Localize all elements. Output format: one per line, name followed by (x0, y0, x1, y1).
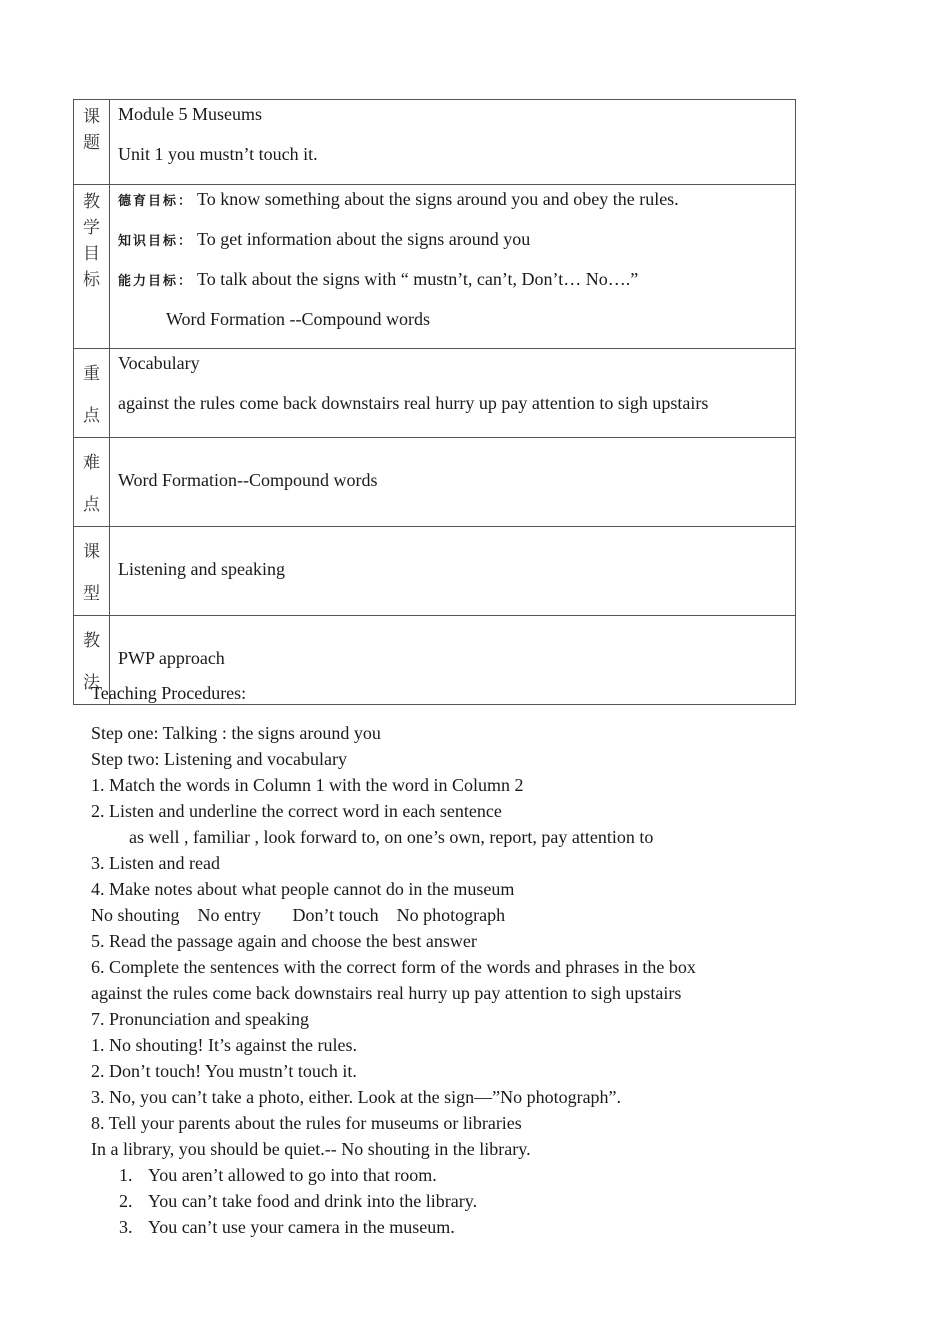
lesson-type-content (110, 527, 796, 616)
goal-ability (118, 265, 787, 305)
item-text: You aren’t allowed to go into that room. (148, 1165, 437, 1185)
lesson-type-text: Listening and speaking (118, 559, 285, 579)
procedures-heading: Teaching Procedures: (91, 683, 247, 703)
item-text: You can’t take food and drink into the library. (148, 1191, 478, 1211)
procedure-line: as well , familiar , look forward to, on one’s own, report, pay attention to (129, 827, 654, 847)
goal-tag: 德育目标： (118, 194, 194, 209)
goal-text: To talk about the signs with “ mustn’t, can’t, Don’t… No….” (197, 269, 639, 289)
numbered-item (91, 1162, 911, 1188)
key-points-content (110, 349, 796, 438)
label-lesson-type (74, 527, 110, 616)
label-char: 点 (83, 495, 100, 515)
goal-knowledge (118, 225, 787, 265)
procedure-line: In a library, you should be quiet.-- No shouting in the library. (91, 1139, 531, 1159)
label-char: 标 (83, 270, 100, 290)
difficulties-text: Word Formation--Compound words (118, 470, 378, 490)
procedure-line: Step two: Listening and vocabulary (91, 749, 347, 769)
label-char: 课 (83, 107, 100, 127)
procedure-line: 4. Make notes about what people cannot do in the museum (91, 879, 515, 899)
goal-moral (118, 185, 787, 225)
goal-tag: 能力目标： (118, 274, 194, 289)
label-char: 点 (83, 406, 100, 426)
goal-text: To know something about the signs around you and obey the rules. (197, 189, 679, 209)
label-char: 题 (83, 133, 100, 153)
goals-content (110, 185, 796, 349)
table-row-difficulties (74, 438, 796, 527)
procedure-line: 2. Listen and underline the correct word in each sentence (91, 801, 502, 821)
numbered-item (91, 1188, 911, 1214)
label-char: 教 (83, 631, 100, 651)
vocabulary-list: against the rules come back downstairs real hurry up pay attention to sigh upstairs (118, 393, 709, 413)
vocabulary-heading: Vocabulary (118, 353, 200, 373)
label-char: 课 (83, 542, 100, 562)
procedure-line: 3. No, you can’t take a photo, either. Look at the sign—”No photograph”. (91, 1087, 622, 1107)
label-difficulties (74, 438, 110, 527)
method-text: PWP approach (118, 648, 225, 668)
module-title: Module 5 Museums (118, 104, 262, 124)
procedure-line: No shouting No entry Don’t touch No photograph (91, 905, 506, 925)
goal-text: To get information about the signs around you (197, 229, 531, 249)
label-key-points (74, 349, 110, 438)
goal-extra: Word Formation --Compound words (166, 309, 431, 329)
table-row-lesson-type (74, 527, 796, 616)
item-number: 3. (119, 1217, 133, 1237)
item-text: You can’t use your camera in the museum. (148, 1217, 455, 1237)
item-number: 1. (119, 1165, 133, 1185)
label-char: 法 (83, 673, 100, 693)
procedure-line: 1. Match the words in Column 1 with the word in Column 2 (91, 775, 524, 795)
label-topic (74, 100, 110, 185)
numbered-item (91, 1214, 911, 1240)
procedure-line: Step one: Talking : the signs around you (91, 723, 381, 743)
difficulties-content (110, 438, 796, 527)
teaching-procedures (91, 680, 911, 1240)
goal-tag: 知识目标： (118, 234, 194, 249)
label-char: 学 (83, 218, 100, 238)
topic-content (110, 100, 796, 185)
unit-title: Unit 1 you mustn’t touch it. (118, 144, 318, 164)
procedure-line: 5. Read the passage again and choose the best answer (91, 931, 477, 951)
table-row-topic (74, 100, 796, 185)
procedure-line: 1. No shouting! It’s against the rules. (91, 1035, 357, 1055)
procedure-line: 6. Complete the sentences with the correct form of the words and phrases in the box (91, 957, 696, 977)
label-char: 重 (83, 364, 100, 384)
label-char: 目 (83, 244, 100, 264)
label-char: 型 (83, 584, 100, 604)
label-char: 难 (83, 453, 100, 473)
procedure-line: 8. Tell your parents about the rules for museums or libraries (91, 1113, 522, 1133)
label-goals (74, 185, 110, 349)
table-row-goals (74, 185, 796, 349)
procedure-line: 3. Listen and read (91, 853, 220, 873)
label-char: 教 (83, 192, 100, 212)
procedure-line: against the rules come back downstairs real hurry up pay attention to sigh upstairs (91, 983, 682, 1003)
item-number: 2. (119, 1191, 133, 1211)
procedure-line: 7. Pronunciation and speaking (91, 1009, 309, 1029)
procedure-line: 2. Don’t touch! You mustn’t touch it. (91, 1061, 357, 1081)
table-row-key-points (74, 349, 796, 438)
lesson-plan-table (73, 99, 796, 705)
